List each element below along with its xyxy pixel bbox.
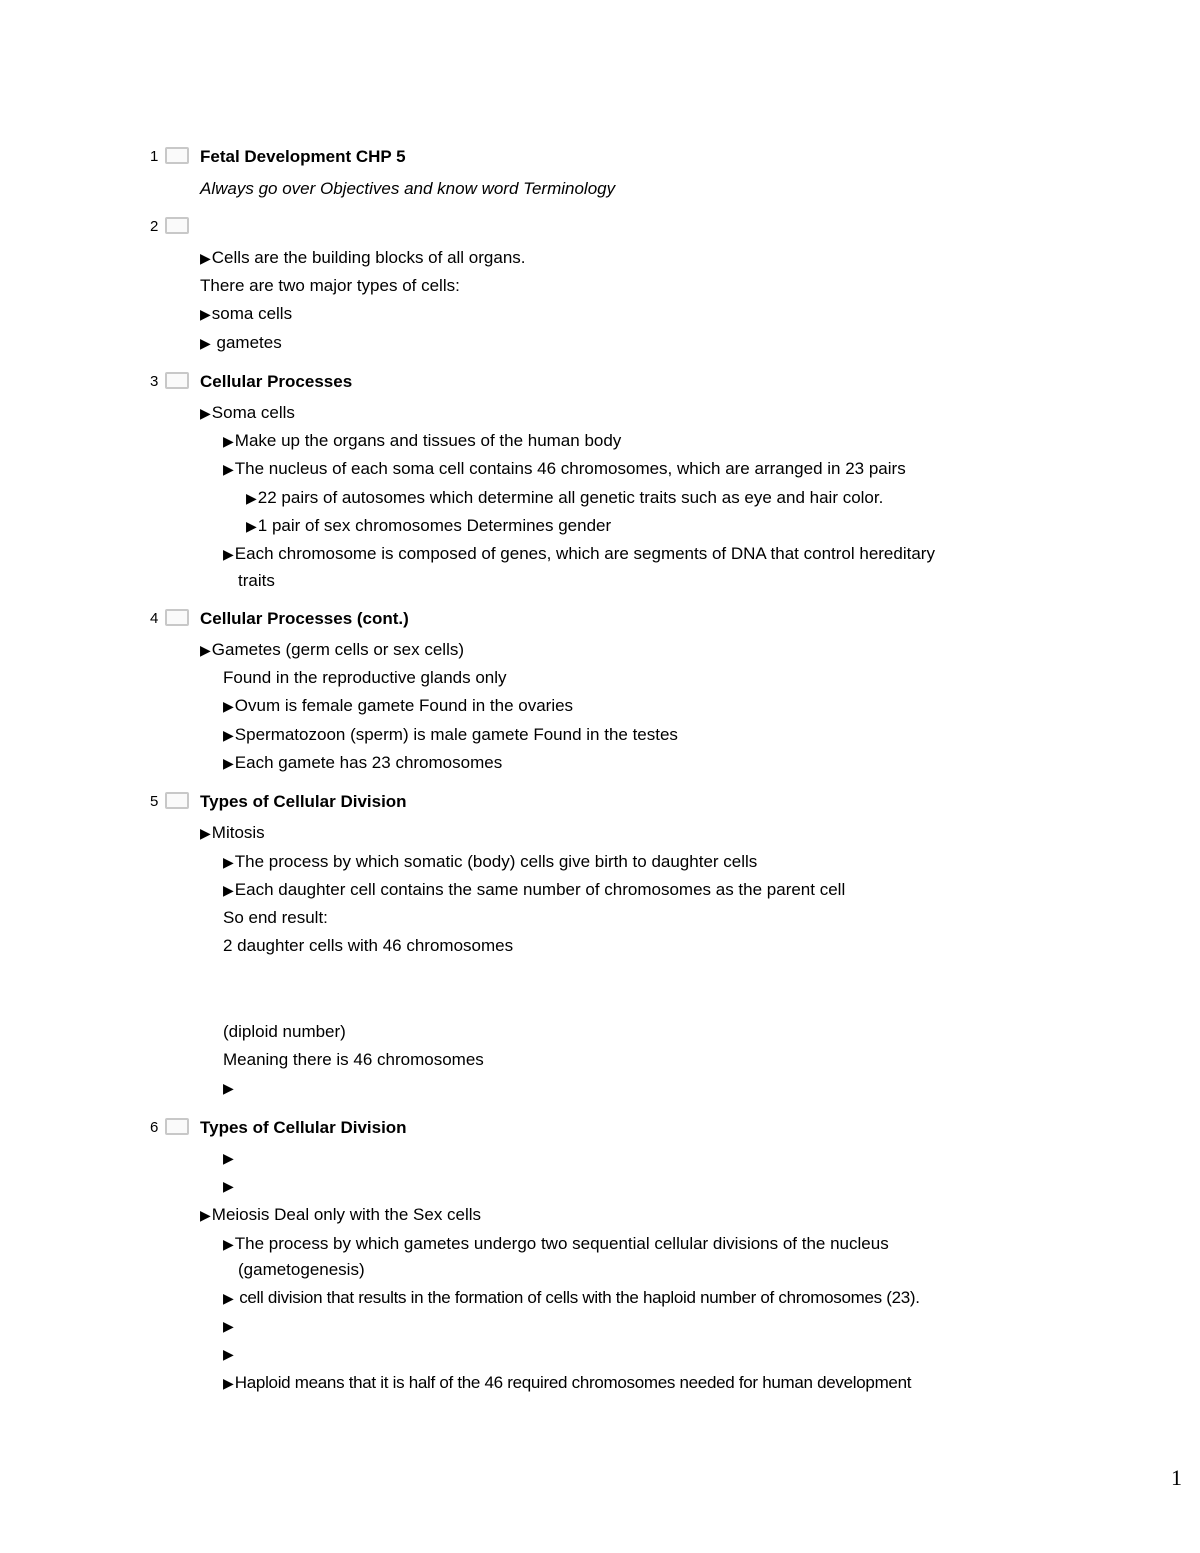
- bullet-triangle-icon: ▶: [223, 1150, 234, 1166]
- outline-line: ▶Haploid means that it is half of the 46 required chromosomes needed for human development: [223, 1369, 911, 1397]
- slide-title: Types of Cellular Division: [200, 792, 407, 811]
- outline-line: ▶Each chromosome is composed of genes, which are segments of DNA that control hereditary: [223, 540, 935, 568]
- bullet-triangle-icon: ▶: [200, 335, 211, 351]
- outline-line: ▶soma cells: [200, 300, 292, 328]
- outline-line: ▶Each daughter cell contains the same number of chromosomes as the parent cell: [223, 876, 845, 904]
- slide-title: Types of Cellular Division: [200, 1118, 407, 1137]
- outline-line: ▶The process by which somatic (body) cells give birth to daughter cells: [223, 848, 757, 876]
- bullet-triangle-icon: ▶: [200, 642, 211, 658]
- bullet-triangle-icon: ▶: [223, 755, 234, 771]
- bullet-triangle-icon: ▶: [223, 546, 234, 562]
- bullet-triangle-icon: ▶: [223, 1346, 234, 1362]
- outline-line: ▶Mitosis: [200, 819, 265, 847]
- outline-line: (diploid number): [223, 1022, 346, 1041]
- outline-line: ▶22 pairs of autosomes which determine all genetic traits such as eye and hair color.: [246, 484, 883, 512]
- bullet-triangle-icon: ▶: [223, 727, 234, 743]
- outline-line: ▶Soma cells: [200, 399, 295, 427]
- outline-line: ▶The nucleus of each soma cell contains 46 chromosomes, which are arranged in 23 pairs: [223, 455, 906, 483]
- outline-line: 2 daughter cells with 46 chromosomes: [223, 936, 514, 955]
- bullet-triangle-icon: ▶: [200, 250, 211, 266]
- bullet-triangle-icon: ▶: [246, 518, 257, 534]
- outline-line: ▶Ovum is female gamete Found in the ovaries: [223, 692, 573, 720]
- bullet-triangle-icon: ▶: [200, 825, 211, 841]
- bullet-triangle-icon: ▶: [200, 405, 211, 421]
- bullet-triangle-icon: ▶: [223, 1290, 234, 1306]
- slide-title: Cellular Processes (cont.): [200, 609, 409, 628]
- outline-line: ▶Cells are the building blocks of all organs.: [200, 244, 526, 272]
- bullet-triangle-icon: ▶: [223, 698, 234, 714]
- bullet-triangle-icon: ▶: [223, 1178, 234, 1194]
- bullet-triangle-icon: ▶: [223, 433, 234, 449]
- bullet-triangle-icon: ▶: [223, 1375, 234, 1391]
- slide-number: 1: [150, 148, 159, 165]
- outline-line: [223, 1144, 235, 1172]
- slide-thumbnail[interactable]: [165, 147, 189, 164]
- slide-thumbnail[interactable]: [165, 1118, 189, 1135]
- outline-line: ▶Spermatozoon (sperm) is male gamete Found in the testes: [223, 721, 678, 749]
- outline-line: ▶1 pair of sex chromosomes Determines gender: [246, 512, 611, 540]
- outline-line: [223, 1340, 235, 1368]
- outline-line: ▶Make up the organs and tissues of the human body: [223, 427, 621, 455]
- slide-thumbnail[interactable]: [165, 792, 189, 809]
- bullet-triangle-icon: ▶: [223, 854, 234, 870]
- slide-thumbnail[interactable]: [165, 372, 189, 389]
- slide-thumbnail[interactable]: [165, 609, 189, 626]
- outline-line: ▶ gametes: [200, 329, 282, 357]
- slide-number: 4: [150, 610, 159, 627]
- bullet-triangle-icon: ▶: [246, 490, 257, 506]
- outline-line: ▶Meiosis Deal only with the Sex cells: [200, 1201, 481, 1229]
- bullet-triangle-icon: ▶: [223, 461, 234, 477]
- bullet-triangle-icon: ▶: [223, 1236, 234, 1252]
- bullet-triangle-icon: ▶: [223, 882, 234, 898]
- slide-thumbnail[interactable]: [165, 217, 189, 234]
- outline-line: ▶Each gamete has 23 chromosomes: [223, 749, 502, 777]
- bullet-triangle-icon: ▶: [223, 1080, 234, 1096]
- outline-line: So end result:: [223, 908, 328, 927]
- slide-number: 6: [150, 1119, 159, 1136]
- slide-number: 3: [150, 373, 159, 390]
- slide-title: Cellular Processes: [200, 372, 353, 391]
- outline-line: ▶ cell division that results in the formation of cells with the haploid number of chromosomes (23).: [223, 1284, 920, 1312]
- outline-line: (gametogenesis): [238, 1260, 365, 1279]
- page-number: 1: [1171, 1465, 1182, 1490]
- slide-title: Fetal Development CHP 5: [200, 147, 406, 166]
- bullet-triangle-icon: ▶: [200, 1207, 211, 1223]
- slide-number: 2: [150, 218, 159, 235]
- bullet-triangle-icon: ▶: [223, 1318, 234, 1334]
- outline-line: Found in the reproductive glands only: [223, 668, 507, 687]
- outline-line: Meaning there is 46 chromosomes: [223, 1050, 484, 1069]
- outline-line: [223, 1074, 235, 1102]
- outline-line: ▶Gametes (germ cells or sex cells): [200, 636, 464, 664]
- slide-subtitle: Always go over Objectives and know word Terminology: [200, 179, 616, 198]
- outline-line: [223, 1312, 235, 1340]
- outline-line: traits: [238, 571, 275, 590]
- bullet-triangle-icon: ▶: [200, 306, 211, 322]
- outline-line: There are two major types of cells:: [200, 276, 460, 295]
- outline-line: [223, 1172, 235, 1200]
- slide-number: 5: [150, 793, 159, 810]
- outline-line: ▶The process by which gametes undergo two sequential cellular divisions of the nucleus: [223, 1230, 889, 1258]
